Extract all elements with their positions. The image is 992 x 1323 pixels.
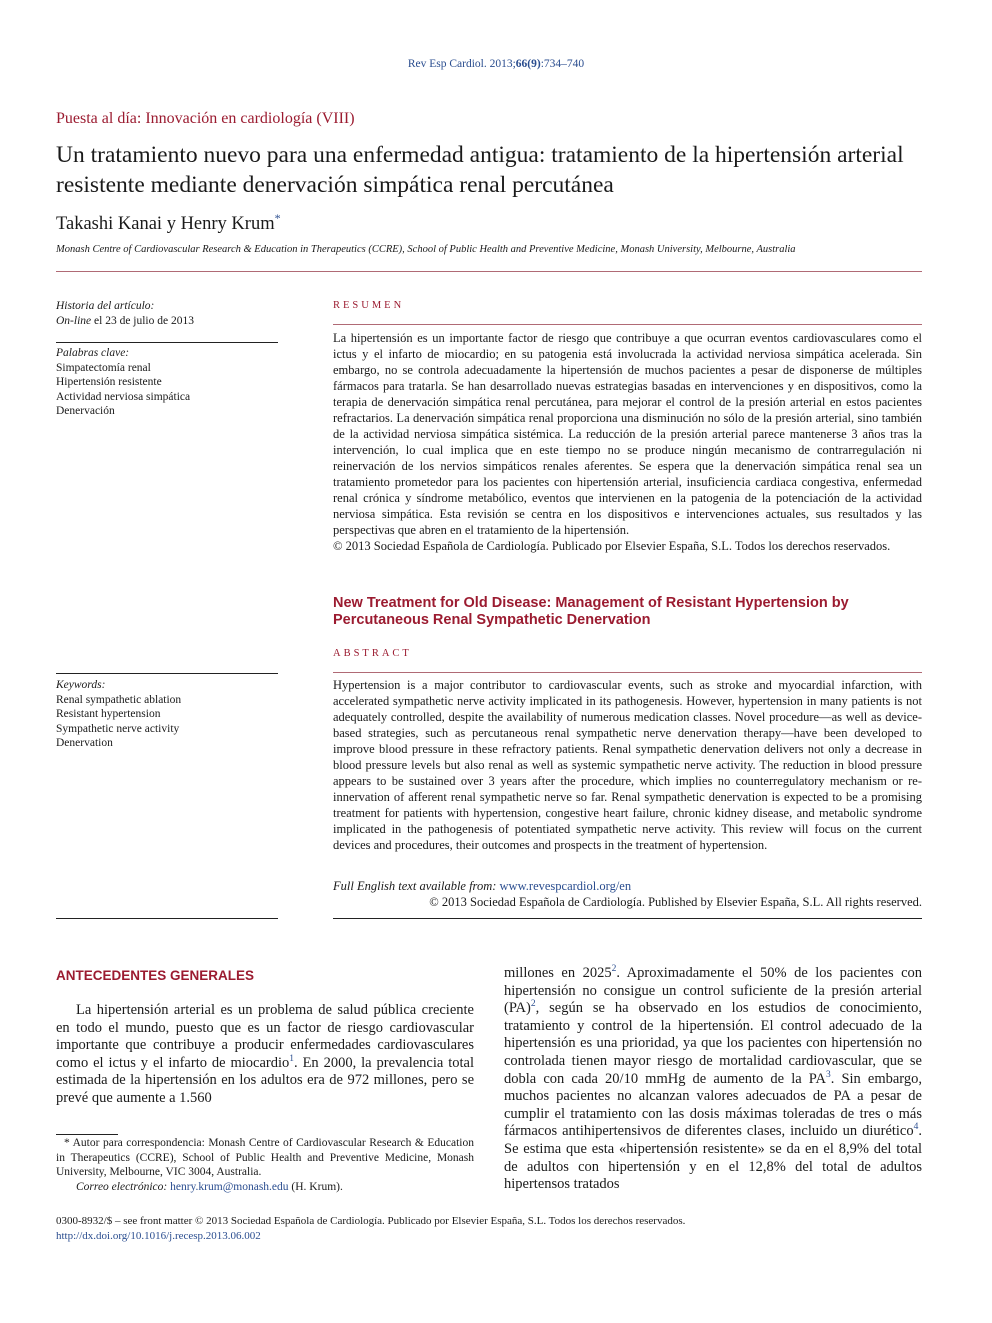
palabra-item: Hipertensión resistente: [56, 376, 162, 388]
palabra-item: Actividad nerviosa simpática: [56, 390, 191, 403]
resumen-heading: RESUMEN: [333, 300, 405, 311]
article-history: [56, 299, 278, 328]
footnote-mark: *: [64, 1137, 70, 1149]
resumen-copyright: © 2013 Sociedad Española de Cardiología. Publicado por Elsevier España, S.L. Todos los derechos reservados.: [333, 539, 891, 553]
email-label: Correo electrónico:: [76, 1180, 171, 1193]
body-left-column: [56, 1002, 474, 1108]
citation-link[interactable]: 3: [825, 1069, 831, 1080]
keywords-label: Keywords:: [56, 679, 106, 691]
palabra-item: Simpatectomía renal: [56, 361, 151, 374]
palabras-label: Palabras clave:: [56, 347, 130, 359]
journal-volume: 66(9): [515, 58, 541, 70]
email-link[interactable]: henry.krum@monash.edu: [170, 1180, 289, 1193]
body-paragraph: millones en 2025$^2$. Aproximadamente el 50% de los pacientes con hipertensión no consigue un control suficiente de la presión arterial (PA)$^2$, según se ha observado en los estudios de conocimiento, tratamiento y control de la hipertensión. El control adecuado de la hipertensión es una prioridad, ya que los pacientes con hipertensión no controlada tienen mayor riesgo de mortalidad cardiovascular, que se dobla con cada 20/10 mmHg de aumento de la $PA^3$. Sin embargo, muchos pacientes no alcanzan valores adecuados de PA a pesar de cumplir el tratamiento con las dosis máximas toleradas de tres o más fármacos antihipertensivos de diferentes clases, incluido un diurético$^4$. Se estima que esta «hipertensión resistente» se da en el 8,9% del total de adultos con hipertensión y en el 12,8% del total de adultos hipertensos tratados: [504, 964, 922, 1193]
abstract-copyright: © 2013 Sociedad Española de Cardiología. Published by Elsevier España, S.L. All rights reserved.: [429, 895, 922, 909]
abstract-end-divider: [333, 918, 922, 919]
full-text-line: [333, 878, 922, 894]
corresponding-author-link[interactable]: *: [274, 211, 281, 225]
journal-citation[interactable]: [0, 58, 992, 70]
resumen-divider: [333, 324, 922, 325]
palabras-clave: [56, 346, 278, 419]
body-paragraph: La hipertensión arterial es un problema de salud pública creciente en todo el mundo, puesto que es un factor de riesgo cardiovascular importante que contribuye a producir enfermedades cardiovasculares como el ictus y el infarto de miocardio$^1$. En 2000, la prevalencia total estimada de la hipertensión en los adultos era de 972 millones, pero se prevé que aumente a 1.560: [56, 1002, 474, 1106]
body-right-column: [504, 965, 922, 1194]
section-heading: ANTECEDENTES GENERALES: [56, 968, 255, 983]
sidebar-divider: [56, 673, 278, 674]
keyword-item: Resistant hypertension: [56, 708, 161, 720]
citation-link[interactable]: 4: [913, 1122, 919, 1133]
author-names: Takashi Kanai y Henry Krum: [56, 214, 275, 235]
affiliation: Monash Centre of Cardiovascular Research & Education in Therapeutics (CCRE), School of Public Health and Preventive Medicine, Monash University, Melbourne, Australia: [56, 244, 796, 255]
sidebar-divider: [56, 918, 278, 919]
online-date: On-line el 23 de julio de 2013: [56, 314, 194, 327]
sidebar-divider: [56, 342, 278, 343]
citation-link[interactable]: 2: [611, 964, 617, 975]
citation-link[interactable]: 1: [289, 1053, 295, 1064]
full-text-link[interactable]: www.revespcardiol.org/en: [499, 879, 632, 893]
full-text-label: Full English text available from:: [333, 879, 500, 893]
doi-link[interactable]: http://dx.doi.org/10.1016/j.recesp.2013.06.002: [56, 1230, 261, 1242]
authors: [56, 211, 281, 235]
keywords: [56, 678, 278, 751]
front-matter: 0300-8932/$ – see front matter © 2013 Sociedad Española de Cardiología. Publicado por Elsevier España, S.L. Todos los derechos reservados.: [56, 1215, 686, 1227]
abstract-heading: ABSTRACT: [333, 648, 412, 659]
article-series: Puesta al día: Innovación en cardiología (VIII): [56, 110, 355, 127]
history-label: Historia del artículo:: [56, 300, 155, 312]
abstract-divider: [333, 672, 922, 673]
footnote: * Autor para correspondencia: Monash Centre of Cardiovascular Research & Education in Therapeutics (CCRE), School of Public Health and Preventive Medicine, Monash University, Melbourne, VIC 3004, Australia. Correo electrónico: henry.krum@monash.edu (H. Krum).: [56, 1137, 474, 1193]
journal-name: Rev Esp Cardiol. 2013;: [407, 58, 516, 70]
journal-pages: :734–740: [540, 58, 585, 70]
abstract-text: Hypertension is a major contributor to cardiovascular events, such as stroke and myocardial infarction, with accelerated sympathetic nerve activity implicated in its pathogenesis. However, hypertension in many patients is not adequately controlled, despite the availability of numerous medication classes. Novel procedure—as well as device-based strategies, such as percutaneous renal sympathetic nerve denervation therapy—have been developed to improve blood pressure in these refractory patients. Renal sympathetic denervation delivers not only a decrease in blood pressure levels but also renal as well as systemic sympathetic nerve activity. The reduction in blood pressure appears to be sustained over 3 years after the procedure, which implies no counterregulatory mechanism or re-innervation of afferent renal sympathetic nerve so far. Renal sympathetic denervation is expected to be a promising treatment for patients with hypertension, congestive heart failure, chronic kidney disease, and metabolic syndrome implicated in the pathogenesis of potentiated sympathetic nerve activity. This review will focus on the current devices and procedures, their outcomes and prospects in the treatment of hypertension.: [333, 678, 922, 852]
resumen-text: La hipertensión es un importante factor de riesgo que contribuye a que ocurran eventos cardiovasculares como el ictus y el infarto de miocardio; en su patogenia está involucrada la actividad nerviosa simpática acelerada. Sin embargo, no se controla adecuadamente la hipertensión de muchos pacientes a pesar de disponerse de múltiples fármacos para tratarla. Se han desarrollado nuevas estrategias basadas en intervenciones y en dispositivos, como la terapia de denervación simpática renal percutánea, para mejorar el control de la presión arterial en estos pacientes refractarios. La denervación simpática renal proporciona una disminución no sólo de la presión arterial, sino también de la actividad nerviosa simpática sistémica. La reducción de la presión arterial parece mantenerse 3 años tras la intervención, lo cual implica que en este tiempo no se produce ningún mecanismo de contrarregulación ni reinervación de los nervios simpáticos renales aferentes. Se espera que la denervación simpática renal sea un tratamiento prometedor para los pacientes con hipertensión arterial, insuficiencia cardiaca congestiva, enfermedad renal crónica y síndrome metabólico, eventos que intervienen en la patogenia de la potenciación de la actividad nerviosa simpática. Esta revisión se centra en los dispositivos e intervenciones actuales, sus resultados y las perspectivas que abren en el tratamiento de la hipertensión. © 2013 Sociedad Española de Cardiología. Publicado por Elsevier España, S.L. Todos los derechos reservados.: [333, 331, 922, 553]
citation-link[interactable]: 2: [530, 999, 536, 1010]
footnote-divider: [56, 1134, 118, 1135]
english-title: New Treatment for Old Disease: Management of Resistant Hypertension by Percutaneous Renal Sympathetic Denervation: [333, 595, 849, 628]
keyword-item: Denervation: [56, 737, 113, 749]
keyword-item: Renal sympathetic ablation: [56, 693, 182, 706]
article-title: Un tratamiento nuevo para una enfermedad antigua: tratamiento de la hipertensión arterial resistente mediante denervación simpática renal percutánea: [56, 142, 904, 198]
header-divider: [56, 271, 922, 272]
palabra-item: Denervación: [56, 405, 115, 417]
keyword-item: Sympathetic nerve activity: [56, 722, 180, 735]
